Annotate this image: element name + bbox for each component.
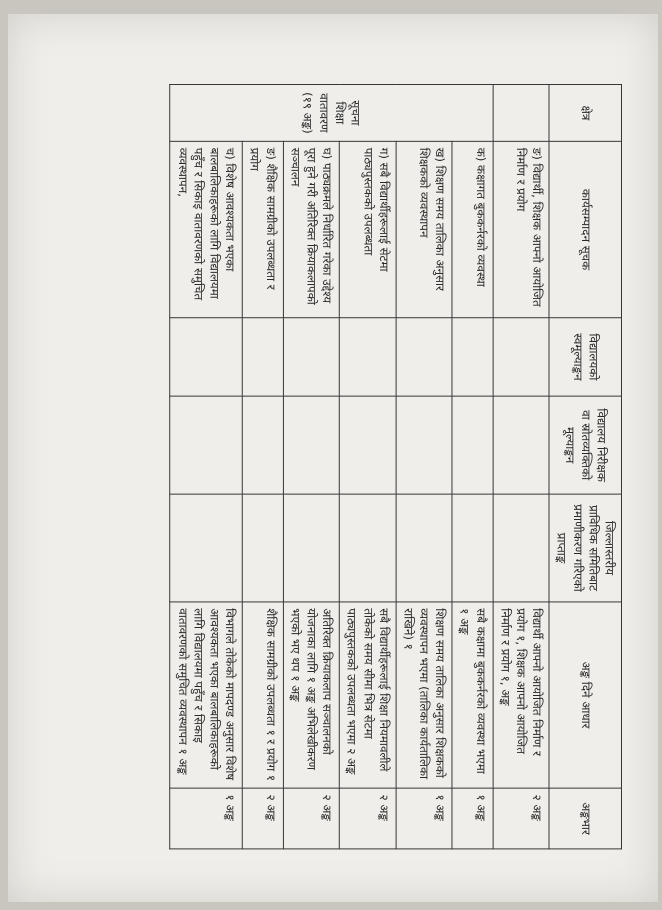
header-indicator: कार्यसम्पादन सूचक (549, 141, 621, 317)
header-basis: अङ्क दिने आधार (549, 602, 621, 788)
self-eval-cell (493, 318, 549, 396)
self-eval-cell (170, 318, 242, 396)
district-eval-cell (396, 494, 452, 602)
school-eval-cell (396, 396, 452, 494)
self-eval-cell (283, 318, 339, 396)
basis-cell: विद्यार्थी आफ्नो आयोजित निर्माण र प्रयोग १, शिक्षक आफ्नो आयोजित निर्माण र प्रयोग १, अङ्क (493, 602, 549, 788)
self-eval-cell (452, 318, 493, 396)
table-row (396, 84, 452, 848)
basis-cell: विभागले तोकेको मापदण्ड अनुसार विशेष आवश्यकता भएका बालबालिकाहरूको लागि विद्यालयमा पहुँच र सिकाइ वातावरणको समुचित व्यवस्थापन १ अङ्क (170, 602, 242, 788)
marks-cell: २ अङ्क (339, 788, 395, 849)
marks-cell: १ अङ्क (396, 788, 452, 849)
indicator-cell: ङ) विद्यार्थी, शिक्षक आफ्नो आयोजित निर्माण र प्रयोग (493, 141, 549, 317)
school-eval-cell (493, 396, 549, 494)
area-marks: (१९ अङ्क) (300, 92, 315, 134)
header-area: क्षेत्र (549, 84, 621, 141)
district-eval-cell (170, 494, 242, 602)
table-row (452, 84, 493, 848)
school-eval-cell (283, 396, 339, 494)
school-eval-cell (339, 396, 395, 494)
header-district-verification: जिल्लास्तरीय प्राविधिक समितिबाट प्रमाणीकरण गरिएको प्राप्ताङ्क (549, 494, 621, 602)
self-eval-cell (396, 318, 452, 396)
document-page (8, 14, 658, 902)
marks-cell: १ अङ्क (452, 788, 493, 849)
indicator-cell: क) कक्षागत बुककर्नरको व्यवस्था (452, 141, 493, 317)
table-row (283, 84, 339, 848)
school-eval-cell (170, 396, 242, 494)
marks-cell: २ अङ्क (283, 788, 339, 849)
indicator-cell: च) विशेष आवश्यकता भएका बालबालिकाहरूको लागि विद्यालयमा पहुँच र सिकाइ वातावरणको समुचित व्यवस्थापन, (170, 141, 242, 317)
self-eval-cell (339, 318, 395, 396)
rotated-content (34, 84, 622, 848)
basis-cell: अतिरिक्त क्रियाकलाप सञ्चालनको योजनाका लागि १ अङ्क अभिलेखीकरण भएको भए थप १ अङ्क (283, 602, 339, 788)
area-line: वातावरण (316, 93, 331, 133)
school-eval-cell (242, 396, 283, 494)
marks-cell: १ अङ्क (170, 788, 242, 849)
evaluation-table (170, 84, 622, 849)
area-line: सूचना (348, 100, 363, 126)
table-row (170, 84, 242, 848)
table-header-row (549, 84, 621, 848)
indicator-cell: ख) शिक्षण समय तालिका अनुसार शिक्षकको व्यवस्थापन (396, 141, 452, 317)
header-marks: अङ्कभार (549, 788, 621, 849)
indicator-cell: ग) सबै विद्यार्थीहरूलाई सेटमा पाठ्यपुस्तकको उपलब्धता (339, 141, 395, 317)
marks-cell: २ अङ्क (242, 788, 283, 849)
table-row (339, 84, 395, 848)
indicator-cell: घ) पाठ्यक्रमले निर्धारित गरेका उद्देश्य पूरा हुने गरी अतिरिक्त क्रियाकलापको सञ्चालन (283, 141, 339, 317)
header-school-evaluation: विद्यालय निरीक्षक वा स्रोतव्यक्तिको मूल्याङ्कन (549, 396, 621, 494)
basis-cell: सबै विद्यार्थीहरूलाई शिक्षा नियमावलीले तोकेको समय सीमा भित्र सेटमा पाठ्यपुस्तकको उपलब्धता भएमा २ अङ्क (339, 602, 395, 788)
area-cell (170, 84, 493, 141)
basis-cell: सबै कक्षामा बुककर्नरको व्यवस्था भएमा १ अङ्क (452, 602, 493, 788)
district-eval-cell (452, 494, 493, 602)
area-cell-empty (493, 84, 549, 141)
district-eval-cell (242, 494, 283, 602)
area-line: शिक्षा (332, 101, 347, 125)
marks-cell: २ अङ्क (493, 788, 549, 849)
basis-cell: शिक्षण समय तालिका अनुसार शिक्षकको व्यवस्थापन भएमा (तालिका कार्यतालिका राखिने) १ (396, 602, 452, 788)
district-eval-cell (283, 494, 339, 602)
school-eval-cell (452, 396, 493, 494)
header-self-evaluation: विद्यालयको स्वमूल्याङ्कन (549, 318, 621, 396)
district-eval-cell (493, 494, 549, 602)
indicator-cell: ङ) शैक्षिक सामग्रीको उपलब्धता र प्रयोग (242, 141, 283, 317)
basis-cell: शैक्षिक सामग्रीको उपलब्धता १ र प्रयोग १ (242, 602, 283, 788)
self-eval-cell (242, 318, 283, 396)
table-row (493, 84, 549, 848)
table-row (242, 84, 283, 848)
district-eval-cell (339, 494, 395, 602)
